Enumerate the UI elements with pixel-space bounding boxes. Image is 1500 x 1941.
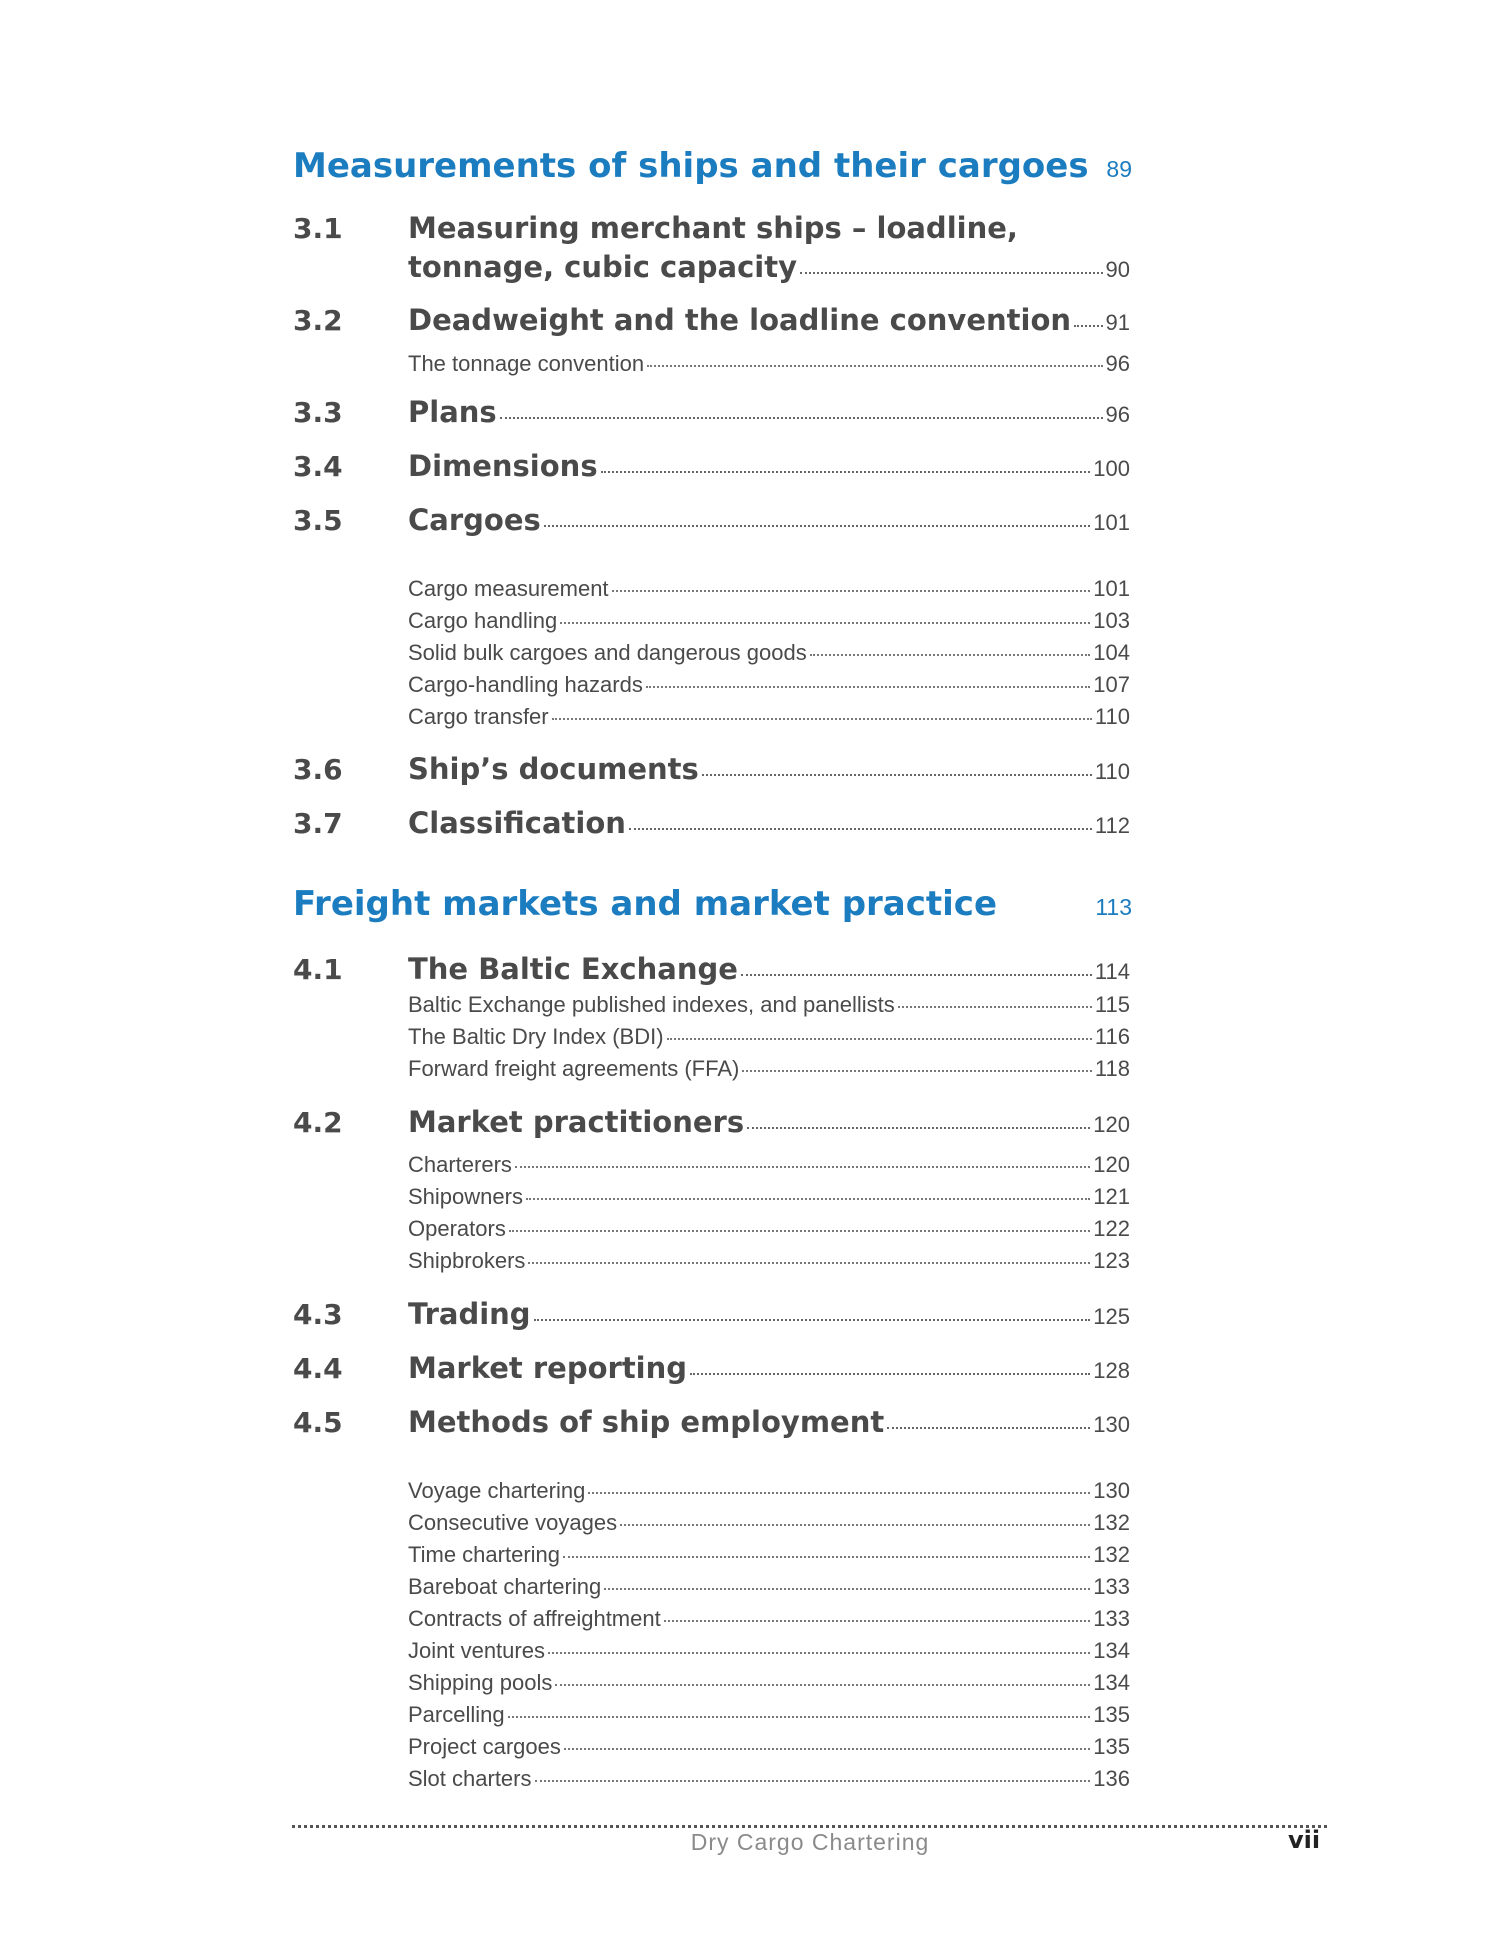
section-title: Methods of ship employment bbox=[408, 1405, 885, 1439]
dot-leader bbox=[509, 1230, 1090, 1232]
toc-subsection-entry[interactable] bbox=[408, 1478, 1130, 1504]
toc-subsection-entry[interactable] bbox=[408, 704, 1130, 730]
dot-leader bbox=[604, 1588, 1090, 1590]
section-page-number: 110 bbox=[1094, 759, 1130, 784]
chapter-heading[interactable] bbox=[293, 146, 1138, 186]
chapter-page-number: 89 bbox=[1106, 156, 1132, 182]
toc-subsection-entry[interactable] bbox=[408, 1248, 1130, 1274]
dot-leader bbox=[560, 622, 1090, 624]
subsection-page-number: 135 bbox=[1093, 1702, 1130, 1727]
subsection-page-number: 134 bbox=[1093, 1638, 1130, 1663]
section-page-number: 112 bbox=[1094, 813, 1130, 838]
toc-subsection-entry[interactable] bbox=[408, 640, 1130, 666]
subsection-page-number: 120 bbox=[1093, 1152, 1130, 1177]
toc-section-entry[interactable] bbox=[408, 952, 1130, 986]
section-title: Dimensions bbox=[408, 449, 598, 483]
dot-leader bbox=[647, 365, 1102, 367]
footer-divider bbox=[292, 1825, 1327, 1828]
subsection-title: Shipbrokers bbox=[408, 1248, 526, 1273]
dot-leader bbox=[741, 974, 1092, 976]
chapter-title: Freight markets and market practice bbox=[293, 884, 998, 924]
dot-leader bbox=[508, 1716, 1091, 1718]
subsection-page-number: 116 bbox=[1094, 1024, 1130, 1049]
section-page-number: 125 bbox=[1093, 1304, 1130, 1329]
subsection-title: The Baltic Dry Index (BDI) bbox=[408, 1024, 664, 1049]
section-title: Classification bbox=[408, 806, 626, 840]
toc-subsection-entry[interactable] bbox=[408, 1638, 1130, 1664]
section-number: 3.4 bbox=[293, 450, 343, 483]
section-page-number: 114 bbox=[1094, 959, 1130, 984]
subsection-title: Slot charters bbox=[408, 1766, 532, 1791]
section-title: Ship’s documents bbox=[408, 752, 699, 786]
section-number: 3.7 bbox=[293, 807, 343, 840]
section-title: tonnage, cubic capacity bbox=[408, 250, 797, 284]
section-title: Market reporting bbox=[408, 1351, 688, 1385]
subsection-page-number: 103 bbox=[1093, 608, 1130, 633]
toc-section-entry[interactable] bbox=[408, 395, 1130, 429]
dot-leader bbox=[563, 1556, 1090, 1558]
dot-leader bbox=[1074, 325, 1103, 327]
subsection-page-number: 101 bbox=[1093, 576, 1130, 601]
chapter-heading[interactable] bbox=[293, 884, 1138, 924]
subsection-page-number: 135 bbox=[1093, 1734, 1130, 1759]
dot-leader bbox=[800, 272, 1103, 274]
dot-leader bbox=[548, 1652, 1090, 1654]
toc-subsection-entry[interactable] bbox=[408, 1024, 1130, 1050]
toc-subsection-entry[interactable] bbox=[408, 992, 1130, 1018]
toc-subsection-entry[interactable] bbox=[408, 1542, 1130, 1568]
dot-leader bbox=[500, 417, 1103, 419]
subsection-title: Voyage chartering bbox=[408, 1478, 586, 1503]
dot-leader bbox=[667, 1038, 1092, 1040]
dot-leader bbox=[690, 1373, 1090, 1375]
subsection-title: Solid bulk cargoes and dangerous goods bbox=[408, 640, 807, 665]
section-title: Market practitioners bbox=[408, 1105, 745, 1139]
section-page-number: 90 bbox=[1105, 257, 1130, 282]
section-page-number: 96 bbox=[1105, 402, 1130, 427]
section-page-number: 120 bbox=[1093, 1112, 1130, 1137]
subsection-page-number: 134 bbox=[1093, 1670, 1130, 1695]
dot-leader bbox=[742, 1070, 1092, 1072]
dot-leader bbox=[747, 1127, 1090, 1129]
footer-book-title: Dry Cargo Chartering bbox=[690, 1829, 930, 1855]
section-page-number: 130 bbox=[1093, 1412, 1130, 1437]
section-title: The Baltic Exchange bbox=[408, 952, 738, 986]
chapter-page-number: 113 bbox=[1095, 894, 1132, 920]
dot-leader bbox=[612, 590, 1091, 592]
dot-leader bbox=[588, 1492, 1090, 1494]
toc-subsection-entry[interactable] bbox=[408, 1766, 1130, 1792]
toc-subsection-entry[interactable] bbox=[408, 1734, 1130, 1760]
subsection-page-number: 115 bbox=[1094, 992, 1130, 1017]
subsection-page-number: 118 bbox=[1094, 1056, 1130, 1081]
subsection-title: The tonnage convention bbox=[408, 351, 645, 376]
dot-leader bbox=[601, 471, 1091, 473]
dot-leader bbox=[664, 1620, 1091, 1622]
toc-subsection-entry[interactable] bbox=[408, 1152, 1130, 1178]
toc-subsection-entry[interactable] bbox=[408, 576, 1130, 602]
toc-section-entry[interactable] bbox=[408, 303, 1130, 337]
toc-subsection-entry[interactable] bbox=[408, 608, 1130, 634]
subsection-title: Cargo-handling hazards bbox=[408, 672, 643, 697]
subsection-page-number: 110 bbox=[1094, 704, 1130, 729]
section-title-line1[interactable]: Measuring merchant ships – loadline, bbox=[408, 211, 1018, 245]
subsection-title: Shipping pools bbox=[408, 1670, 553, 1695]
toc-section-entry[interactable] bbox=[408, 449, 1130, 483]
section-number: 4.2 bbox=[293, 1106, 343, 1139]
subsection-title: Cargo handling bbox=[408, 608, 558, 633]
toc-subsection-entry[interactable] bbox=[408, 672, 1130, 698]
dot-leader bbox=[810, 654, 1091, 656]
subsection-title: Cargo transfer bbox=[408, 704, 549, 729]
chapter-title: Measurements of ships and their cargoes bbox=[293, 146, 1089, 186]
dot-leader bbox=[898, 1006, 1092, 1008]
subsection-page-number: 132 bbox=[1093, 1542, 1130, 1567]
section-page-number: 128 bbox=[1093, 1358, 1130, 1383]
subsection-title: Shipowners bbox=[408, 1184, 523, 1209]
subsection-page-number: 96 bbox=[1105, 351, 1130, 376]
subsection-title: Parcelling bbox=[408, 1702, 505, 1727]
section-number: 4.4 bbox=[293, 1352, 343, 1385]
subsection-page-number: 133 bbox=[1093, 1574, 1130, 1599]
section-title: Deadweight and the loadline convention bbox=[408, 303, 1072, 337]
toc-section-entry[interactable] bbox=[408, 250, 1130, 284]
section-number: 4.1 bbox=[293, 953, 343, 986]
subsection-title: Operators bbox=[408, 1216, 506, 1241]
footer-page-number: vii bbox=[1288, 1826, 1321, 1854]
dot-leader bbox=[646, 686, 1090, 688]
dot-leader bbox=[528, 1262, 1090, 1264]
subsection-title: Charterers bbox=[408, 1152, 512, 1177]
subsection-page-number: 104 bbox=[1093, 640, 1130, 665]
dot-leader bbox=[629, 828, 1092, 830]
subsection-title: Project cargoes bbox=[408, 1734, 561, 1759]
subsection-page-number: 123 bbox=[1093, 1248, 1130, 1273]
subsection-page-number: 133 bbox=[1093, 1606, 1130, 1631]
section-title: Trading bbox=[408, 1297, 531, 1331]
section-page-number: 100 bbox=[1093, 456, 1130, 481]
dot-leader bbox=[555, 1684, 1090, 1686]
subsection-title: Baltic Exchange published indexes, and panellists bbox=[408, 992, 895, 1017]
toc-subsection-entry[interactable] bbox=[408, 1574, 1130, 1600]
subsection-page-number: 130 bbox=[1093, 1478, 1130, 1503]
section-page-number: 91 bbox=[1105, 310, 1130, 335]
dot-leader bbox=[526, 1198, 1090, 1200]
toc-subsection-entry[interactable] bbox=[408, 351, 1130, 377]
toc-section-entry[interactable] bbox=[408, 806, 1130, 840]
section-number: 3.3 bbox=[293, 396, 343, 429]
dot-leader bbox=[552, 718, 1092, 720]
toc-subsection-entry[interactable] bbox=[408, 1056, 1130, 1082]
subsection-title: Contracts of affreightment bbox=[408, 1606, 661, 1631]
toc-subsection-entry[interactable] bbox=[408, 1702, 1130, 1728]
section-number: 3.2 bbox=[293, 304, 343, 337]
subsection-page-number: 121 bbox=[1093, 1184, 1130, 1209]
toc-section-entry[interactable] bbox=[408, 1351, 1130, 1385]
dot-leader bbox=[887, 1427, 1090, 1429]
toc-section-entry[interactable] bbox=[408, 1105, 1130, 1139]
toc-section-entry[interactable] bbox=[408, 752, 1130, 786]
dot-leader bbox=[620, 1524, 1090, 1526]
dot-leader bbox=[515, 1166, 1090, 1168]
section-title: Cargoes bbox=[408, 503, 541, 537]
section-number: 3.6 bbox=[293, 753, 343, 786]
toc-subsection-entry[interactable] bbox=[408, 1510, 1130, 1536]
toc-subsection-entry[interactable] bbox=[408, 1184, 1130, 1210]
toc-subsection-entry[interactable] bbox=[408, 1606, 1130, 1632]
toc-section-entry[interactable] bbox=[408, 1405, 1130, 1439]
section-number: 3.5 bbox=[293, 504, 343, 537]
toc-subsection-entry[interactable] bbox=[408, 1670, 1130, 1696]
subsection-title: Time chartering bbox=[408, 1542, 561, 1567]
subsection-title: Forward freight agreements (FFA) bbox=[408, 1056, 740, 1081]
dot-leader bbox=[535, 1780, 1091, 1782]
subsection-page-number: 107 bbox=[1093, 672, 1130, 697]
toc-section-entry[interactable] bbox=[408, 1297, 1130, 1331]
dot-leader bbox=[702, 774, 1092, 776]
dot-leader bbox=[564, 1748, 1090, 1750]
section-title: Plans bbox=[408, 395, 497, 429]
toc-subsection-entry[interactable] bbox=[408, 1216, 1130, 1242]
subsection-page-number: 136 bbox=[1093, 1766, 1130, 1791]
toc-section-entry[interactable] bbox=[408, 503, 1130, 537]
dot-leader bbox=[534, 1319, 1091, 1321]
subsection-title: Consecutive voyages bbox=[408, 1510, 618, 1535]
subsection-page-number: 122 bbox=[1093, 1216, 1130, 1241]
subsection-page-number: 132 bbox=[1093, 1510, 1130, 1535]
section-number: 4.5 bbox=[293, 1406, 343, 1439]
section-number: 3.1 bbox=[293, 212, 343, 245]
subsection-title: Cargo measurement bbox=[408, 576, 609, 601]
section-page-number: 101 bbox=[1093, 510, 1130, 535]
subsection-title: Bareboat chartering bbox=[408, 1574, 602, 1599]
subsection-title: Joint ventures bbox=[408, 1638, 545, 1663]
section-number: 4.3 bbox=[293, 1298, 343, 1331]
dot-leader bbox=[544, 525, 1091, 527]
